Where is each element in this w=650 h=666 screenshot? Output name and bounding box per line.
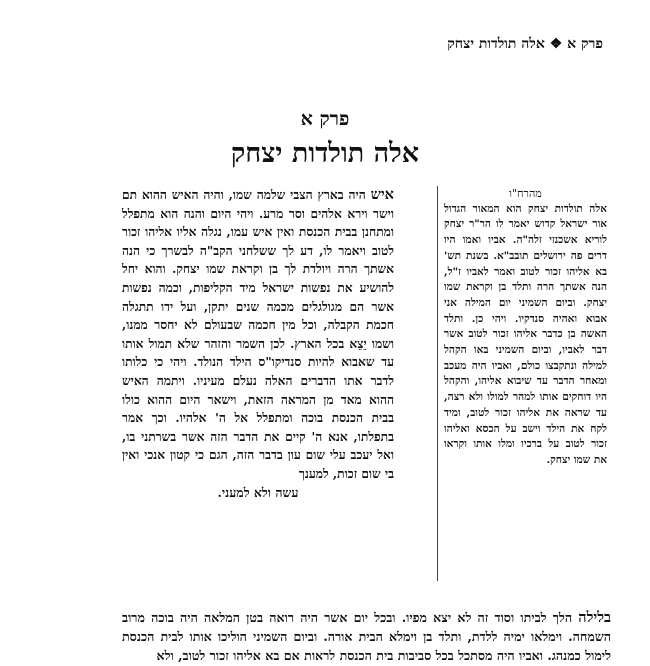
bottom-lead-word: בלילה: [578, 609, 611, 626]
bottom-text-body: הלך לביתו וסוד זה לא יצא מפיו. ובכל יום אשר היה רואה בטן המלאה היה בוכה מרוב השמחה. וימלאו ימיה ללדת, ותלד בן וימלא הבית אורה. וביום השמיני הוליכו אותו לבית הכנסת לימול כמנהג. ואביו היה מסתכל בכל סביבות בית הכנסת לראות אם בא אליהו זכור לטוב, ולא: [122, 610, 611, 664]
chapter-title: אלה תולדות יצחק: [230, 138, 420, 169]
main-lead-word: איש: [370, 186, 394, 203]
side-commentary-heading: מהרח"ו: [509, 187, 542, 200]
bottom-text-block: [122, 608, 611, 666]
main-text-column: [122, 186, 394, 502]
main-text-body: היה בארץ הצבי שלמה שמו, והיה האיש ההוא תם וישר וירא אלהים וסר מרע. ויהי היום והנה הוא מתפלל ומתחנן בבית הכנסת ואין איש עמו, נגלה אליו אליהו זכור לטוב ויאמר לו, דע לך ששלחני הקב"ה לבשרך כי הנה אשתך הרה ויולדת לך בן וקראת שמו יצחק. והוא יחל להושיע את נפשות ישראל מיד הקליפות, וכמה נפשות אשר הם מגולגלים מכמה שנים יתקן, ועל ידו תתגלה חכמת הקבלה, וכל מין חכמה שבעולם לא יחסר ממנו, ושמו יֵצֵא בכל הארץ. לכן השמר והזהר שלא תמול אותו עד שאבוא להיות סנדיקו"ס הילד הנולד. ויהי כי כלותו לדבר אתו הדברים האלה נעלם מעיניו. ויתמה האיש ההוא מאד מן המראה הזאת, וישאר היום ההוא כולו בבית הכנסת בוכה ומתפלל אל ה' אלהיו. וכך אמר בתפלתו, אנא ה' קיים את הדבר הזה אשר בשרתני בו, ואל יעכב עלי שום עון בדבר הזה, הגם כי קטון אנכי ואין בי שום זכות, למענך: [122, 188, 394, 481]
side-commentary-column: [437, 186, 607, 581]
running-head: פרק א ❖ אלה תולדות יצחק: [447, 36, 603, 52]
side-commentary-body: אלה תולדות יצחק הוא המאור הגדול אור ישראל קדוש יאמר לו הר"ר יצחק לוריא אשכנזי זלה"ה. אביו ואמו היו דרים פה ירושלים תובב"א. בשנת תש' בא אליהו זכור לטוב ואמר לאביו ז"ל, הנה אשתך הרה ותלד בן וקראת שמו יצחק. וביום השמיני יום המילה אני אבוא ואהיה סנדקיו. ויהי כן. ותלד האשה בן כדבר אליהו זכור לטוב אשר דבר לאביו, וביום השמיני באו הקהל למילה ונתקבצו כולם, ואביו היה מעכב ומאחר הדבר עד שיבוא אליהו, והקהל היו דוחקים אותו למהר למולו ולא רצה, עד שראה את אליהו זכור לטוב, ומיד לקח את הילד וישב על הכסא ואליהו זכור לטוב על ברכיו ומלו אותו וקראו את שמו יצחק.: [444, 202, 607, 466]
chapter-number: פרק א: [300, 108, 350, 130]
main-text-last-line: עשה ולא למעני.: [217, 484, 299, 500]
